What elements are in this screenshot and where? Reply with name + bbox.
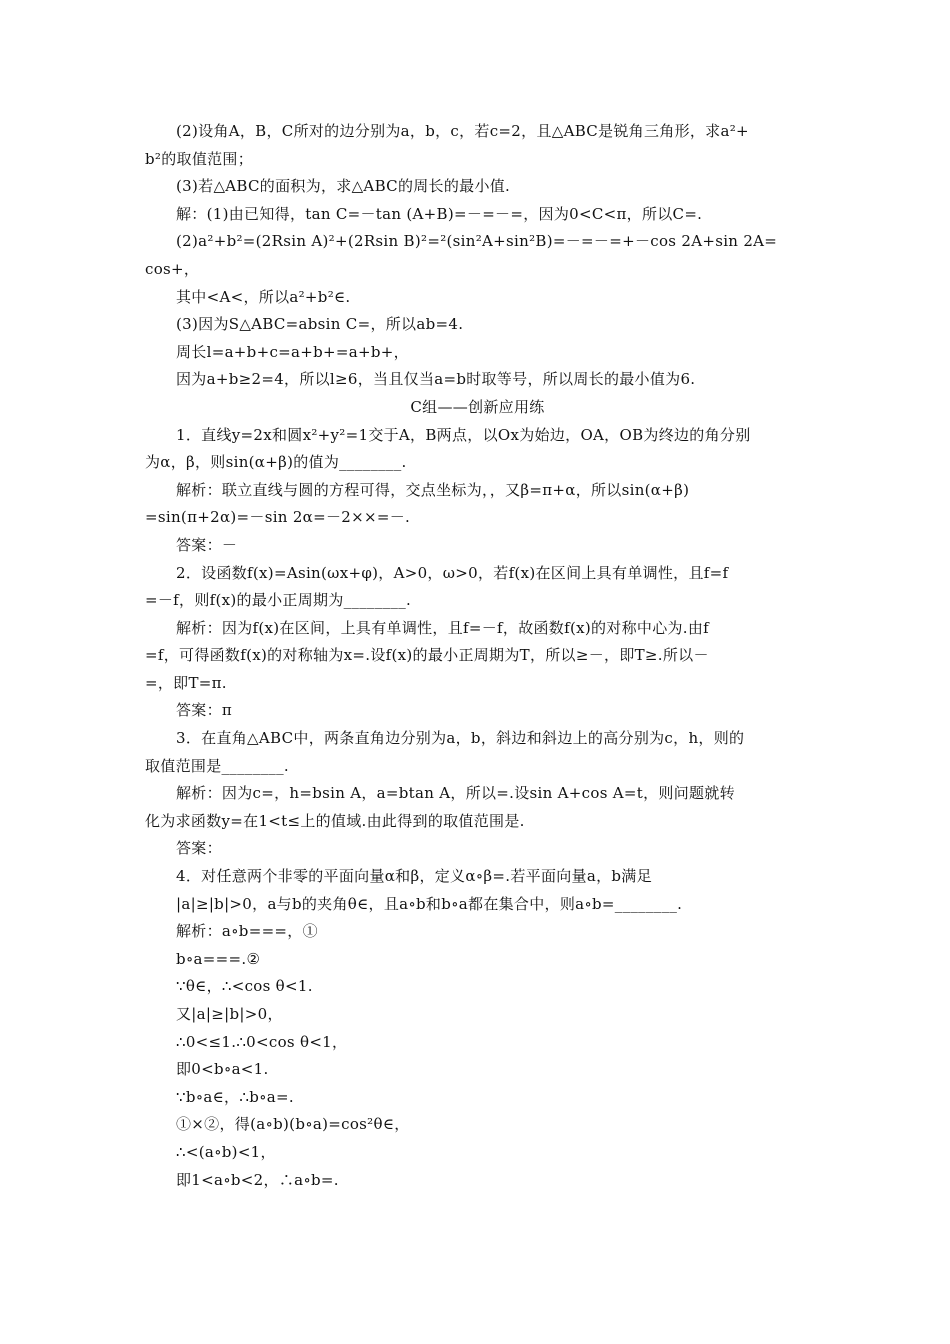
text-line: 答案： — [176, 839, 222, 858]
text-line: 其中<A<，所以a²+b²∈. — [176, 287, 351, 306]
text-line: 取值范围是________. — [145, 756, 289, 775]
text-line: =，即T=π. — [145, 673, 227, 692]
text-line: =sin(π+2α)=－sin 2α=－2××=－. — [145, 508, 411, 527]
text-line: 答案：π — [176, 701, 233, 720]
text-line: 因为a+b≥2=4，所以l≥6，当且仅当a=b时取等号，所以周长的最小值为6. — [176, 370, 696, 389]
text-line: 1．直线y=2x和圆x²+y²=1交于A，B两点，以Ox为始边，OA，OB为终边的角分别 — [176, 425, 751, 444]
text-line: 即1<a∘b<2，∴a∘b=. — [176, 1170, 339, 1189]
text-line: (2)设角A，B，C所对的边分别为a，b，c，若c=2，且△ABC是锐角三角形，求a²+ — [176, 122, 749, 140]
text-line: (3)因为S△ABC=absin C=，所以ab=4. — [176, 315, 464, 334]
text-line: 又|a|≥|b|>0， — [176, 1005, 283, 1023]
section-heading: C组——创新应用练 — [410, 397, 545, 416]
text-line: 答案：－ — [176, 535, 238, 554]
text-line: 解析：联立直线与圆的方程可得，交点坐标为，，又β=π+α，所以sin(α+β) — [176, 480, 690, 499]
text-line: |a|≥|b|>0，a与b的夹角θ∈，且a∘b和b∘a都在集合中，则a∘b=________. — [176, 894, 683, 913]
text-line: b²的取值范围； — [145, 149, 254, 168]
text-line: (3)若△ABC的面积为，求△ABC的周长的最小值. — [176, 177, 511, 196]
text-line: ∵θ∈，∴<cos θ<1. — [176, 977, 313, 996]
text-line: 即0<b∘a<1. — [176, 1060, 269, 1079]
text-line: ∴<(a∘b)<1， — [176, 1142, 276, 1161]
text-line: 4．对任意两个非零的平面向量α和β，定义α∘β=.若平面向量a，b满足 — [176, 867, 652, 886]
text-line: b∘a===.② — [176, 949, 261, 968]
text-line: 2．设函数f(x)=Asin(ωx+φ)，A>0，ω>0，若f(x)在区间上具有单调性，且f=f — [176, 563, 729, 582]
text-line: 化为求函数y=在1<t≤上的值域.由此得到的取值范围是. — [145, 811, 525, 830]
text-line: ∴0<≤1.∴0<cos θ<1， — [176, 1032, 348, 1051]
text-line: =f，可得函数f(x)的对称轴为x=.设f(x)的最小正周期为T，所以≥－，即T≥.所以－ — [145, 646, 709, 665]
text-line: 解析：因为f(x)在区间，上具有单调性，且f=－f，故函数f(x)的对称中心为.由f — [176, 618, 710, 637]
text-line: 解析：a∘b===，① — [176, 922, 318, 941]
text-line: 解析：因为c=，h=bsin A，a=btan A，所以=.设sin A+cos A=t，则问题就转 — [176, 784, 735, 803]
text-line: =－f，则f(x)的最小正周期为________. — [145, 591, 412, 610]
text-line: 3．在直角△ABC中，两条直角边分别为a，b，斜边和斜边上的高分别为c，h，则的 — [176, 729, 745, 748]
text-line: cos+， — [145, 259, 200, 278]
text-line: ①×②，得(a∘b)(b∘a)=cos²θ∈， — [176, 1115, 410, 1134]
text-line: 解：(1)由已知得，tan C=－tan (A+B)=－=－=，因为0<C<π，所以C=. — [176, 204, 703, 223]
document-body — [145, 118, 810, 1194]
text-line: 周长l=a+b+c=a+b+=a+b+， — [176, 342, 409, 361]
text-line: 为α，β，则sin(α+β)的值为________. — [145, 453, 407, 472]
text-line: (2)a²+b²=(2Rsin A)²+(2Rsin B)²=²(sin²A+sin²B)=－=－=+－cos 2A+sin 2A= — [176, 232, 778, 251]
text-line: ∵b∘a∈，∴b∘a=. — [176, 1087, 294, 1106]
